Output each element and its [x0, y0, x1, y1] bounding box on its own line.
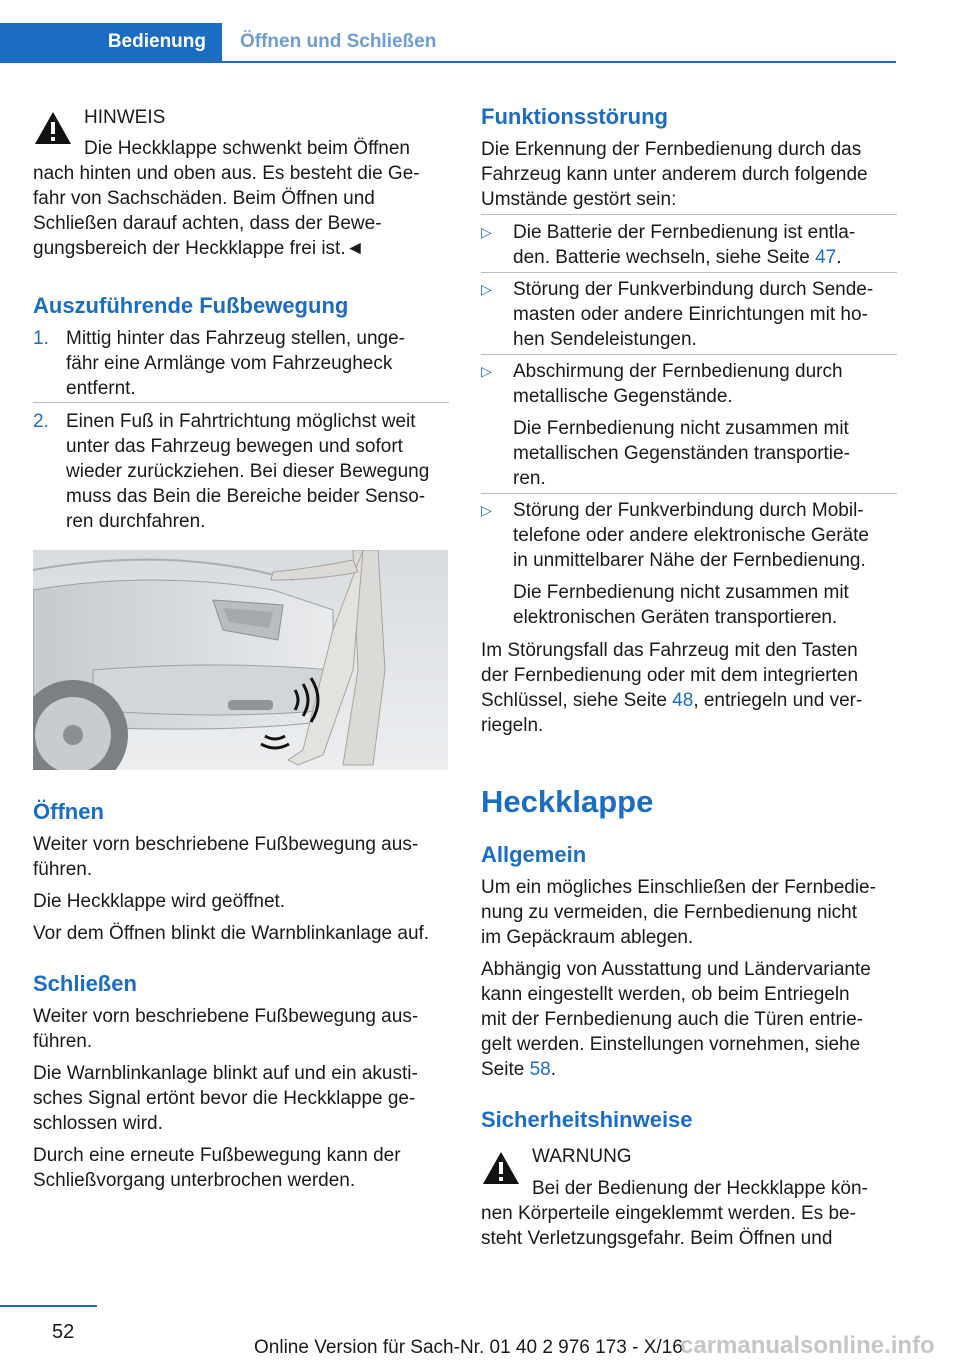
illustration-foot-gesture [33, 550, 448, 770]
heading-sicherheitshinweise: Sicherheitshinweise [481, 1107, 693, 1132]
step-1-line-1: Mittig hinter das Fahrzeug stellen, unge- [66, 328, 406, 349]
stoerfall-line-1: Im Störungsfall das Fahrzeug mit den Tasten [481, 640, 858, 661]
heading-allgemein: Allgemein [481, 842, 587, 867]
heading-fussbewegung: Auszuführende Fußbewegung [33, 293, 349, 318]
stoerung-intro-3: Umstände gestört sein: [481, 189, 677, 210]
list-separator [481, 354, 897, 355]
page-number: 52 [52, 1321, 75, 1343]
schliessen-p3-line-2: Schließvorgang unterbrochen werden. [33, 1170, 356, 1191]
allg-p2-line-5: Seite 58. [481, 1059, 557, 1080]
b1-line-1: Die Batterie der Fernbedienung ist entla- [513, 222, 856, 243]
list-separator [481, 493, 897, 494]
footer-accent-line [0, 1305, 97, 1307]
step-number-1: 1. [33, 328, 49, 349]
tab-bedienung[interactable]: Bedienung [0, 23, 222, 61]
schliessen-p1-line-1: Weiter vorn beschriebene Fußbewegung aus- [33, 1006, 419, 1027]
allg-p1-line-3: im Gepäckraum ablegen. [481, 927, 694, 948]
allg-p2-line-2: kann eingestellt werden, ob beim Entriegeln [481, 984, 850, 1005]
b4-line-3: in unmittelbarer Nähe der Fernbedienung. [513, 550, 866, 571]
hinweis-label: HINWEIS [84, 107, 166, 128]
stoerfall-line-3: Schlüssel, siehe Seite 48, entriegeln und ver- [481, 690, 863, 711]
schliessen-p2-line-2: sches Signal ertönt bevor die Heckklappe ge- [33, 1088, 416, 1109]
warnung-line-1: Bei der Bedienung der Heckklappe kön- [532, 1178, 868, 1199]
bullet-triangle-icon: ▷ [481, 281, 492, 297]
warnung-label: WARNUNG [532, 1146, 632, 1167]
heading-heckklappe: Heckklappe [481, 784, 654, 819]
heading-schliessen: Schließen [33, 971, 137, 996]
header-bar [0, 23, 896, 63]
step-number-2: 2. [33, 411, 49, 432]
allg-p2-line-4: gelt werden. Einstellungen vornehmen, siehe [481, 1034, 861, 1055]
b3-sub-line-2: metallischen Gegenständen transportie- [513, 443, 850, 464]
b3-line-1: Abschirmung der Fernbedienung durch [513, 361, 843, 382]
heading-oeffnen: Öffnen [33, 799, 104, 824]
b3-line-2: metallische Gegenstände. [513, 386, 733, 407]
warning-triangle-icon [33, 110, 73, 146]
b4-line-2: telefone oder andere elektronische Geräte [513, 525, 869, 546]
list-separator [33, 402, 449, 403]
b3-sub-line-3: ren. [513, 468, 546, 489]
stoerung-intro-2: Fahrzeug kann unter anderem durch folgende [481, 164, 868, 185]
step-1-line-3: entfernt. [66, 378, 136, 399]
tab-oeffnen-schliessen[interactable]: Öffnen und Schließen [240, 31, 437, 52]
schliessen-p1-line-2: führen. [33, 1031, 93, 1052]
allg-p1-line-2: nung zu vermeiden, die Fernbedienung nicht [481, 902, 858, 923]
list-separator [481, 272, 897, 273]
b4-sub-line-1: Die Fernbedienung nicht zusammen mit [513, 582, 849, 603]
step-1-line-2: fähr eine Armlänge vom Fahrzeugheck [66, 353, 393, 374]
step-2-line-2: unter das Fahrzeug bewegen und sofort [66, 436, 403, 457]
b2-line-1: Störung der Funkverbindung durch Sende- [513, 279, 874, 300]
stoerfall-line-4: riegeln. [481, 715, 544, 736]
hinweis-line-3: fahr von Sachschäden. Beim Öffnen und [33, 188, 375, 209]
allg-p1-line-1: Um ein mögliches Einschließen der Fernbedie- [481, 877, 876, 898]
oeffnen-p1-line-2: führen. [33, 859, 93, 880]
car-rear-illustration [33, 550, 448, 770]
schliessen-p3-line-1: Durch eine erneute Fußbewegung kann der [33, 1145, 401, 1166]
bullet-triangle-icon: ▷ [481, 224, 492, 240]
step-2-line-3: wieder zurückziehen. Bei dieser Bewegung [66, 461, 430, 482]
step-2-line-1: Einen Fuß in Fahrtrichtung möglichst weit [66, 411, 416, 432]
watermark: carmanualsonline.info [680, 1332, 935, 1359]
b2-line-3: hen Sendeleistungen. [513, 329, 697, 350]
allg-p2-line-1: Abhängig von Ausstattung und Ländervariante [481, 959, 871, 980]
step-2-line-4: muss das Bein die Bereiche beider Senso- [66, 486, 426, 507]
stoerfall-line-2: der Fernbedienung oder mit dem integrierten [481, 665, 859, 686]
warnung-line-3: steht Verletzungsgefahr. Beim Öffnen und [481, 1228, 833, 1249]
stoerung-intro-1: Die Erkennung der Fernbedienung durch das [481, 139, 862, 160]
oeffnen-p3: Vor dem Öffnen blinkt die Warnblinkanlage auf. [33, 923, 430, 944]
b4-line-1: Störung der Funkverbindung durch Mobil- [513, 500, 864, 521]
oeffnen-p1-line-1: Weiter vorn beschriebene Fußbewegung aus- [33, 834, 419, 855]
hinweis-line-2: nach hinten und oben aus. Es besteht die Ge- [33, 163, 420, 184]
warning-triangle-icon [481, 1150, 521, 1186]
page-link-58[interactable]: 58 [529, 1059, 551, 1080]
b4-sub-line-2: elektronischen Geräten transportieren. [513, 607, 838, 628]
schliessen-p2-line-1: Die Warnblinkanlage blinkt auf und ein akusti- [33, 1063, 418, 1084]
oeffnen-p2: Die Heckklappe wird geöffnet. [33, 891, 286, 912]
allg-p2-line-3: mit der Fernbedienung auch die Türen entrie- [481, 1009, 863, 1030]
page-link-48[interactable]: 48 [672, 690, 694, 711]
b2-line-2: masten oder andere Einrichtungen mit ho- [513, 304, 868, 325]
b1-line-2: den. Batterie wechseln, siehe Seite 47. [513, 247, 842, 268]
bullet-triangle-icon: ▷ [481, 363, 492, 379]
page-link-47[interactable]: 47 [815, 247, 837, 268]
b3-sub-line-1: Die Fernbedienung nicht zusammen mit [513, 418, 849, 439]
online-version-text: Online Version für Sach-Nr. 01 40 2 976 173 - X/16 [254, 1337, 683, 1358]
heading-funktionsstoerung: Funktionsstörung [481, 104, 668, 129]
hinweis-line-4: Schließen darauf achten, dass der Bewe- [33, 213, 382, 234]
schliessen-p2-line-3: schlossen wird. [33, 1113, 163, 1134]
warnung-line-2: nen Körperteile eingeklemmt werden. Es be- [481, 1203, 856, 1224]
list-separator [481, 214, 897, 215]
hinweis-line-5: gungsbereich der Heckklappe frei ist.◄ [33, 238, 365, 259]
bullet-triangle-icon: ▷ [481, 502, 492, 518]
step-2-line-5: ren durchfahren. [66, 511, 206, 532]
hinweis-line-1: Die Heckklappe schwenkt beim Öffnen [84, 138, 410, 159]
